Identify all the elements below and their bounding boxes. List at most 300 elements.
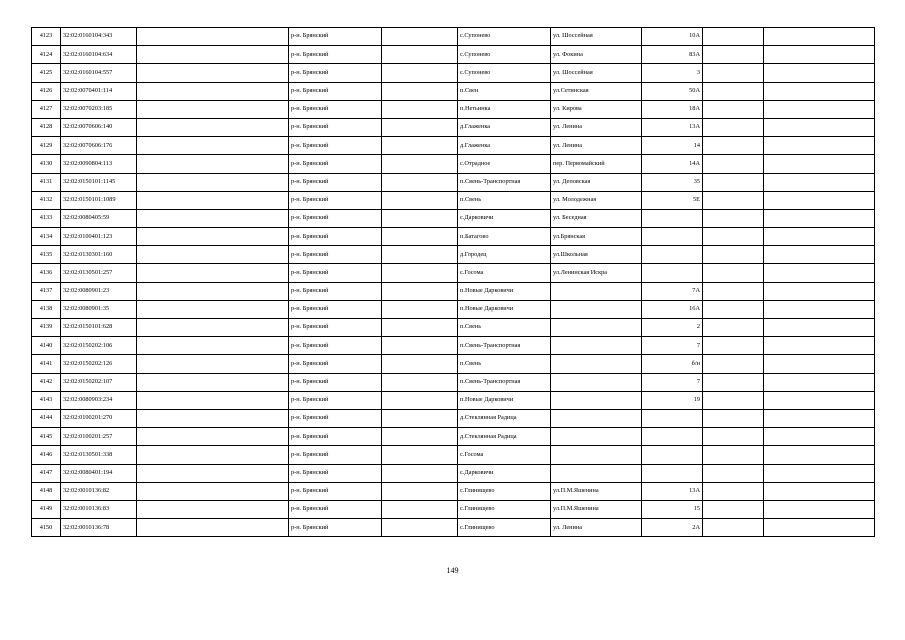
table-row bbox=[32, 209, 875, 227]
empty-cell bbox=[703, 82, 764, 100]
empty-cell bbox=[382, 446, 458, 464]
locality-cell: с.Супонево bbox=[458, 46, 551, 64]
empty-cell bbox=[137, 137, 289, 155]
record-number-cell: 4140 bbox=[32, 337, 61, 355]
locality-cell: п.Свень-Транспортная bbox=[458, 373, 551, 391]
table-row bbox=[32, 100, 875, 118]
empty-cell bbox=[703, 191, 764, 209]
cadastral-number-cell: 32:02:0150101:1145 bbox=[61, 173, 137, 191]
house-number-cell: 14 bbox=[642, 137, 703, 155]
empty-cell bbox=[703, 46, 764, 64]
record-number-cell: 4132 bbox=[32, 191, 61, 209]
house-number-cell: 2 bbox=[642, 319, 703, 337]
cadastral-number-cell: 32:02:0160104:557 bbox=[61, 64, 137, 82]
empty-cell bbox=[137, 337, 289, 355]
empty-cell bbox=[703, 209, 764, 227]
district-cell: р-н. Брянский bbox=[289, 482, 382, 500]
district-cell: р-н. Брянский bbox=[289, 337, 382, 355]
record-number-cell: 4136 bbox=[32, 264, 61, 282]
empty-cell bbox=[382, 282, 458, 300]
locality-cell: с.Госома bbox=[458, 264, 551, 282]
house-number-cell: 3 bbox=[642, 64, 703, 82]
house-number-cell: 83А bbox=[642, 46, 703, 64]
empty-cell bbox=[764, 264, 875, 282]
house-number-cell bbox=[642, 228, 703, 246]
locality-cell: с.Глинищево bbox=[458, 482, 551, 500]
house-number-cell bbox=[642, 409, 703, 427]
street-cell: ул. Фокина bbox=[551, 46, 642, 64]
record-number-cell: 4139 bbox=[32, 319, 61, 337]
empty-cell bbox=[764, 173, 875, 191]
house-number-cell: 2А bbox=[642, 519, 703, 537]
empty-cell bbox=[137, 82, 289, 100]
table-row bbox=[32, 373, 875, 391]
table-body bbox=[32, 28, 875, 537]
district-cell: р-н. Брянский bbox=[289, 64, 382, 82]
empty-cell bbox=[764, 337, 875, 355]
cadastral-number-cell: 32:02:0150202:107 bbox=[61, 373, 137, 391]
district-cell: р-н. Брянский bbox=[289, 409, 382, 427]
empty-cell bbox=[764, 464, 875, 482]
locality-cell: п.Свень bbox=[458, 319, 551, 337]
empty-cell bbox=[382, 155, 458, 173]
house-number-cell: 35 bbox=[642, 173, 703, 191]
record-number-cell: 4144 bbox=[32, 409, 61, 427]
street-cell: ул. Ленина bbox=[551, 519, 642, 537]
empty-cell bbox=[382, 373, 458, 391]
cadastral-number-cell: 32:02:0080903:234 bbox=[61, 391, 137, 409]
locality-cell: д.Стеклянная Радица bbox=[458, 409, 551, 427]
empty-cell bbox=[703, 500, 764, 518]
empty-cell bbox=[764, 446, 875, 464]
house-number-cell bbox=[642, 428, 703, 446]
empty-cell bbox=[382, 118, 458, 136]
empty-cell bbox=[382, 82, 458, 100]
empty-cell bbox=[703, 337, 764, 355]
cadastral-number-cell: 32:02:0150101:628 bbox=[61, 319, 137, 337]
empty-cell bbox=[764, 319, 875, 337]
street-cell: ул.Ленинская Искра bbox=[551, 264, 642, 282]
cadastral-number-cell: 32:02:0080901:23 bbox=[61, 282, 137, 300]
empty-cell bbox=[137, 191, 289, 209]
empty-cell bbox=[764, 155, 875, 173]
table-row bbox=[32, 391, 875, 409]
empty-cell bbox=[382, 46, 458, 64]
empty-cell bbox=[764, 46, 875, 64]
table-row bbox=[32, 137, 875, 155]
empty-cell bbox=[764, 500, 875, 518]
house-number-cell: 7А bbox=[642, 282, 703, 300]
district-cell: р-н. Брянский bbox=[289, 355, 382, 373]
table-row bbox=[32, 28, 875, 46]
empty-cell bbox=[382, 64, 458, 82]
record-number-cell: 4143 bbox=[32, 391, 61, 409]
empty-cell bbox=[382, 173, 458, 191]
empty-cell bbox=[764, 64, 875, 82]
empty-cell bbox=[137, 409, 289, 427]
empty-cell bbox=[382, 100, 458, 118]
table-row bbox=[32, 246, 875, 264]
table-row bbox=[32, 355, 875, 373]
district-cell: р-н. Брянский bbox=[289, 446, 382, 464]
record-number-cell: 4137 bbox=[32, 282, 61, 300]
locality-cell: с.Дарковичи bbox=[458, 464, 551, 482]
empty-cell bbox=[764, 100, 875, 118]
empty-cell bbox=[703, 319, 764, 337]
house-number-cell: 7 bbox=[642, 373, 703, 391]
empty-cell bbox=[137, 118, 289, 136]
street-cell: ул. Шоссейная bbox=[551, 28, 642, 46]
street-cell: ул.П.М.Яшенина bbox=[551, 482, 642, 500]
street-cell bbox=[551, 300, 642, 318]
empty-cell bbox=[764, 191, 875, 209]
street-cell bbox=[551, 446, 642, 464]
house-number-cell: 7 bbox=[642, 337, 703, 355]
table-row bbox=[32, 282, 875, 300]
record-number-cell: 4147 bbox=[32, 464, 61, 482]
house-number-cell: 50А bbox=[642, 82, 703, 100]
table-row bbox=[32, 118, 875, 136]
locality-cell: п.Свень-Транспортная bbox=[458, 337, 551, 355]
table-row bbox=[32, 446, 875, 464]
cadastral-number-cell: 32:02:0100401:123 bbox=[61, 228, 137, 246]
page-number: 149 bbox=[446, 566, 459, 575]
district-cell: р-н. Брянский bbox=[289, 373, 382, 391]
table-row bbox=[32, 46, 875, 64]
locality-cell: п.Новые Дарковичи bbox=[458, 391, 551, 409]
record-number-cell: 4138 bbox=[32, 300, 61, 318]
empty-cell bbox=[382, 464, 458, 482]
empty-cell bbox=[137, 519, 289, 537]
empty-cell bbox=[703, 409, 764, 427]
empty-cell bbox=[764, 137, 875, 155]
empty-cell bbox=[703, 519, 764, 537]
district-cell: р-н. Брянский bbox=[289, 500, 382, 518]
record-number-cell: 4123 bbox=[32, 28, 61, 46]
empty-cell bbox=[137, 373, 289, 391]
empty-cell bbox=[382, 209, 458, 227]
street-cell: ул. Деповская bbox=[551, 173, 642, 191]
table-row bbox=[32, 191, 875, 209]
empty-cell bbox=[137, 446, 289, 464]
cadastral-number-cell: 32:02:0160104:634 bbox=[61, 46, 137, 64]
street-cell bbox=[551, 319, 642, 337]
cadastral-number-cell: 32:02:0080401:194 bbox=[61, 464, 137, 482]
cadastral-number-cell: 32:02:0080901:35 bbox=[61, 300, 137, 318]
empty-cell bbox=[764, 428, 875, 446]
cadastral-number-cell: 32:02:0100201:270 bbox=[61, 409, 137, 427]
street-cell: ул. Шоссейная bbox=[551, 64, 642, 82]
empty-cell bbox=[703, 137, 764, 155]
empty-cell bbox=[382, 319, 458, 337]
empty-cell bbox=[382, 500, 458, 518]
locality-cell: д.Стеклянная Радица bbox=[458, 428, 551, 446]
register-table bbox=[31, 27, 875, 537]
empty-cell bbox=[137, 428, 289, 446]
empty-cell bbox=[703, 173, 764, 191]
empty-cell bbox=[703, 428, 764, 446]
cadastral-number-cell: 32:02:0010136:83 bbox=[61, 500, 137, 518]
table-row bbox=[32, 464, 875, 482]
street-cell: пер. Первомайский bbox=[551, 155, 642, 173]
empty-cell bbox=[382, 428, 458, 446]
record-number-cell: 4148 bbox=[32, 482, 61, 500]
empty-cell bbox=[137, 482, 289, 500]
cadastral-number-cell: 32:02:0070606:140 bbox=[61, 118, 137, 136]
empty-cell bbox=[703, 118, 764, 136]
empty-cell bbox=[137, 246, 289, 264]
empty-cell bbox=[764, 28, 875, 46]
empty-cell bbox=[703, 373, 764, 391]
empty-cell bbox=[703, 282, 764, 300]
district-cell: р-н. Брянский bbox=[289, 391, 382, 409]
record-number-cell: 4141 bbox=[32, 355, 61, 373]
record-number-cell: 4127 bbox=[32, 100, 61, 118]
record-number-cell: 4142 bbox=[32, 373, 61, 391]
table-row bbox=[32, 264, 875, 282]
empty-cell bbox=[703, 482, 764, 500]
record-number-cell: 4135 bbox=[32, 246, 61, 264]
empty-cell bbox=[703, 64, 764, 82]
empty-cell bbox=[703, 28, 764, 46]
record-number-cell: 4128 bbox=[32, 118, 61, 136]
empty-cell bbox=[382, 519, 458, 537]
table-row bbox=[32, 155, 875, 173]
empty-cell bbox=[764, 482, 875, 500]
empty-cell bbox=[382, 337, 458, 355]
street-cell bbox=[551, 464, 642, 482]
locality-cell: с.Отрадное bbox=[458, 155, 551, 173]
empty-cell bbox=[764, 228, 875, 246]
empty-cell bbox=[382, 28, 458, 46]
district-cell: р-н. Брянский bbox=[289, 246, 382, 264]
record-number-cell: 4131 bbox=[32, 173, 61, 191]
district-cell: р-н. Брянский bbox=[289, 300, 382, 318]
house-number-cell: 18А bbox=[642, 100, 703, 118]
record-number-cell: 4130 bbox=[32, 155, 61, 173]
empty-cell bbox=[137, 500, 289, 518]
table-row bbox=[32, 319, 875, 337]
table-row bbox=[32, 228, 875, 246]
house-number-cell: 10А bbox=[642, 28, 703, 46]
empty-cell bbox=[764, 373, 875, 391]
empty-cell bbox=[764, 209, 875, 227]
street-cell bbox=[551, 373, 642, 391]
district-cell: р-н. Брянский bbox=[289, 428, 382, 446]
empty-cell bbox=[137, 464, 289, 482]
street-cell bbox=[551, 391, 642, 409]
district-cell: р-н. Брянский bbox=[289, 100, 382, 118]
street-cell bbox=[551, 337, 642, 355]
street-cell bbox=[551, 282, 642, 300]
house-number-cell: б/н bbox=[642, 355, 703, 373]
empty-cell bbox=[137, 355, 289, 373]
empty-cell bbox=[764, 82, 875, 100]
street-cell: ул.П.М.Яшенина bbox=[551, 500, 642, 518]
empty-cell bbox=[764, 409, 875, 427]
locality-cell: п.Батагово bbox=[458, 228, 551, 246]
record-number-cell: 4149 bbox=[32, 500, 61, 518]
empty-cell bbox=[137, 228, 289, 246]
district-cell: р-н. Брянский bbox=[289, 264, 382, 282]
street-cell: ул. Ленина bbox=[551, 118, 642, 136]
district-cell: р-н. Брянский bbox=[289, 46, 382, 64]
district-cell: р-н. Брянский bbox=[289, 82, 382, 100]
cadastral-number-cell: 32:02:0090804:113 bbox=[61, 155, 137, 173]
record-number-cell: 4133 bbox=[32, 209, 61, 227]
locality-cell: с.Глинищево bbox=[458, 519, 551, 537]
empty-cell bbox=[764, 355, 875, 373]
table-row bbox=[32, 300, 875, 318]
cadastral-number-cell: 32:02:0150101:1089 bbox=[61, 191, 137, 209]
empty-cell bbox=[137, 209, 289, 227]
house-number-cell bbox=[642, 264, 703, 282]
table-row bbox=[32, 482, 875, 500]
cadastral-number-cell: 32:02:0010136:78 bbox=[61, 519, 137, 537]
empty-cell bbox=[137, 391, 289, 409]
table-row bbox=[32, 428, 875, 446]
empty-cell bbox=[764, 519, 875, 537]
locality-cell: с.Глинищево bbox=[458, 500, 551, 518]
street-cell: ул. Кирова bbox=[551, 100, 642, 118]
table-row bbox=[32, 500, 875, 518]
cadastral-number-cell: 32:02:0010136:82 bbox=[61, 482, 137, 500]
record-number-cell: 4146 bbox=[32, 446, 61, 464]
house-number-cell bbox=[642, 246, 703, 264]
street-cell: ул.Брянская bbox=[551, 228, 642, 246]
cadastral-number-cell: 32:02:0080405:59 bbox=[61, 209, 137, 227]
district-cell: р-н. Брянский bbox=[289, 228, 382, 246]
cadastral-number-cell: 32:02:0070203:185 bbox=[61, 100, 137, 118]
locality-cell: п.Свень bbox=[458, 191, 551, 209]
empty-cell bbox=[382, 409, 458, 427]
locality-cell: п.Новые Дарковичи bbox=[458, 300, 551, 318]
empty-cell bbox=[703, 155, 764, 173]
table-row bbox=[32, 173, 875, 191]
record-number-cell: 4129 bbox=[32, 137, 61, 155]
empty-cell bbox=[703, 464, 764, 482]
empty-cell bbox=[382, 246, 458, 264]
empty-cell bbox=[382, 482, 458, 500]
locality-cell: д.Городец bbox=[458, 246, 551, 264]
street-cell: ул.Школьная bbox=[551, 246, 642, 264]
district-cell: р-н. Брянский bbox=[289, 464, 382, 482]
empty-cell bbox=[764, 282, 875, 300]
house-number-cell bbox=[642, 464, 703, 482]
cadastral-number-cell: 32:02:0130501:338 bbox=[61, 446, 137, 464]
locality-cell: д.Глаженка bbox=[458, 137, 551, 155]
empty-cell bbox=[137, 64, 289, 82]
street-cell bbox=[551, 409, 642, 427]
street-cell: ул. Ленина bbox=[551, 137, 642, 155]
cadastral-number-cell: 32:02:0070606:176 bbox=[61, 137, 137, 155]
cadastral-number-cell: 32:02:0160104:343 bbox=[61, 28, 137, 46]
locality-cell: п.Новые Дарковичи bbox=[458, 282, 551, 300]
locality-cell: с.Супонево bbox=[458, 64, 551, 82]
empty-cell bbox=[382, 228, 458, 246]
empty-cell bbox=[703, 446, 764, 464]
house-number-cell bbox=[642, 446, 703, 464]
empty-cell bbox=[382, 300, 458, 318]
district-cell: р-н. Брянский bbox=[289, 191, 382, 209]
house-number-cell: 19 bbox=[642, 391, 703, 409]
table-row bbox=[32, 409, 875, 427]
street-cell: ул.Сетинская bbox=[551, 82, 642, 100]
record-number-cell: 4145 bbox=[32, 428, 61, 446]
empty-cell bbox=[764, 300, 875, 318]
street-cell: ул. Беседная bbox=[551, 209, 642, 227]
empty-cell bbox=[382, 355, 458, 373]
table-row bbox=[32, 64, 875, 82]
locality-cell: п.Свень bbox=[458, 355, 551, 373]
empty-cell bbox=[703, 264, 764, 282]
house-number-cell: 5Е bbox=[642, 191, 703, 209]
empty-cell bbox=[137, 300, 289, 318]
empty-cell bbox=[137, 46, 289, 64]
record-number-cell: 4134 bbox=[32, 228, 61, 246]
district-cell: р-н. Брянский bbox=[289, 173, 382, 191]
district-cell: р-н. Брянский bbox=[289, 319, 382, 337]
empty-cell bbox=[764, 246, 875, 264]
empty-cell bbox=[137, 282, 289, 300]
empty-cell bbox=[703, 246, 764, 264]
house-number-cell bbox=[642, 209, 703, 227]
table-row bbox=[32, 82, 875, 100]
record-number-cell: 4125 bbox=[32, 64, 61, 82]
empty-cell bbox=[382, 191, 458, 209]
cadastral-number-cell: 32:02:0150202:106 bbox=[61, 337, 137, 355]
locality-cell: п.Нетьинка bbox=[458, 100, 551, 118]
house-number-cell: 14А bbox=[642, 155, 703, 173]
street-cell bbox=[551, 355, 642, 373]
locality-cell: с.Госома bbox=[458, 446, 551, 464]
empty-cell bbox=[703, 228, 764, 246]
empty-cell bbox=[137, 264, 289, 282]
district-cell: р-н. Брянский bbox=[289, 519, 382, 537]
record-number-cell: 4126 bbox=[32, 82, 61, 100]
locality-cell: с.Дарковичи bbox=[458, 209, 551, 227]
street-cell bbox=[551, 428, 642, 446]
empty-cell bbox=[764, 118, 875, 136]
street-cell: ул. Молодежная bbox=[551, 191, 642, 209]
empty-cell bbox=[703, 355, 764, 373]
locality-cell: д.Глаженка bbox=[458, 118, 551, 136]
cadastral-number-cell: 32:02:0150202:126 bbox=[61, 355, 137, 373]
empty-cell bbox=[137, 100, 289, 118]
empty-cell bbox=[137, 28, 289, 46]
empty-cell bbox=[137, 155, 289, 173]
table-row bbox=[32, 519, 875, 537]
locality-cell: п.Свень-Транспортная bbox=[458, 173, 551, 191]
cadastral-number-cell: 32:02:0130301:160 bbox=[61, 246, 137, 264]
district-cell: р-н. Брянский bbox=[289, 155, 382, 173]
table-row bbox=[32, 337, 875, 355]
district-cell: р-н. Брянский bbox=[289, 209, 382, 227]
cadastral-number-cell: 32:02:0100201:257 bbox=[61, 428, 137, 446]
house-number-cell: 13А bbox=[642, 482, 703, 500]
record-number-cell: 4150 bbox=[32, 519, 61, 537]
empty-cell bbox=[137, 319, 289, 337]
district-cell: р-н. Брянский bbox=[289, 282, 382, 300]
empty-cell bbox=[382, 264, 458, 282]
empty-cell bbox=[703, 300, 764, 318]
cadastral-number-cell: 32:02:0070401:114 bbox=[61, 82, 137, 100]
record-number-cell: 4124 bbox=[32, 46, 61, 64]
empty-cell bbox=[703, 391, 764, 409]
house-number-cell: 13А bbox=[642, 118, 703, 136]
locality-cell: с.Супонево bbox=[458, 28, 551, 46]
empty-cell bbox=[764, 391, 875, 409]
